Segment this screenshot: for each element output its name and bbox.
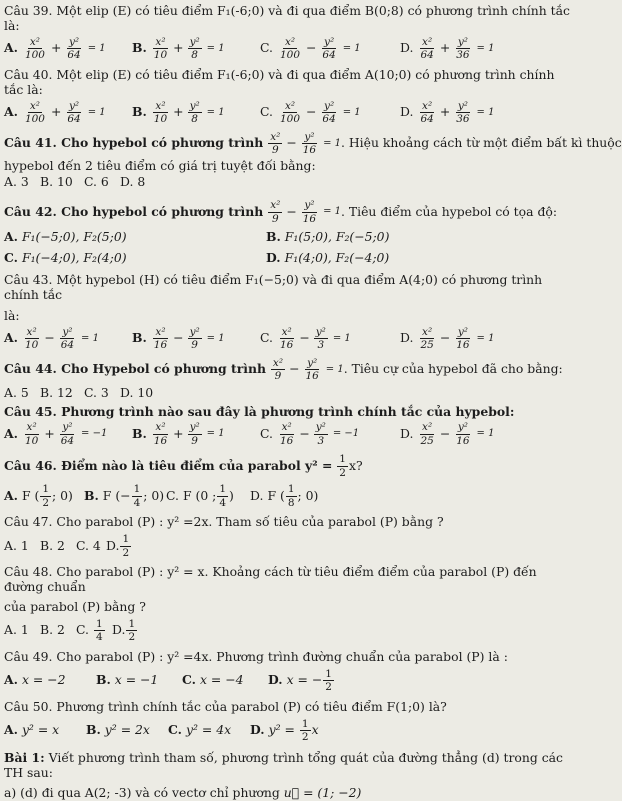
q50-option-c[interactable]: C. y² = 4x [168, 722, 232, 738]
question-40-options [4, 101, 571, 125]
question-44: Câu 44. Cho Hypebol có phương trình $\frac{\text{x²}}{9}$ − $\frac{\text{y²}}{16}$ = 1 . Tiêu cự của hypebol đã cho bằng: [4, 356, 563, 383]
q40-option-a[interactable]: A. $\frac{\text{x²}}{100}$ + $\frac{\text{y²}}{64}$ = 1 [4, 99, 106, 125]
q40-option-c[interactable]: C. $\frac{\text{x²}}{100}$ − $\frac{\text{y²}}{64}$ = 1 [260, 99, 361, 125]
question-41-stem: Câu 41. Cho hypebol có phương trình [4, 135, 264, 151]
exercise-1-text: Viết phương trình tham số, phương trình tổng quát của đường thẳng (d) trong các TH sau: [4, 749, 563, 780]
q46-option-b[interactable]: B. F (− $\frac{1}{4}$ ; 0) [84, 483, 165, 509]
q41-option-b[interactable]: B. 10 [40, 174, 73, 190]
question-49 [4, 650, 571, 665]
q50-option-b[interactable]: B. y² = 2x [86, 722, 150, 738]
worksheet-page: Câu 39. Một elip (E) có tiêu điểm F₁(-6;0) và đi qua điểm B(0;8) có phương trình chính tắc là: A. $\frac{\text{x²}}{100}$ + $\frac{\text{y²}}{64}$ = 1 B. $\frac{\text{x²}}{10}$ + $\frac{\text{y²}}{8}$ = 1 C. $\frac{\text{x²}}{100}$ − $\frac{\text{y²}}{64}$ = 1 D. $\frac{\text{x²}}{64}$ + $\frac{\text{y²}}{36}$ = 1 Câu 40. Một elip (E) có tiêu điểm F₁(-6;0) và đi qua điểm A(10;0) có phương trình chính tắc là: A. $\frac{\text{x²}}{100}$ + $\frac{\text{y²}}{64}$ = 1 B. $\frac{\text{x²}}{10}$ + $\frac{\text{y²}}{8}$ = 1 C. $\frac{\text{x²}}{100}$ − $\frac{\text{y²}}{64}$ = 1 D. $\frac{\text{x²}}{64}$ + $\frac{\text{y²}}{36}$ = 1 Câu 41. Cho hypebol có phương trình $\frac{\text{x²}}{9}$ − $\frac{\text{y²}}{16}$ = 1 . Hiệu khoảng cách từ một điểm bất kì thuộc hypebol đến 2 tiêu điểm có giá trị tuyệt đối bằng: A. 3 B. 10 C. 6 D. 8 Câu 42. Cho hypebol có phương trình $\frac{\text{x²}}{9}$ − $\frac{\text{y²}}{16}$ = 1 . Tiêu điểm của hypebol có tọa độ: A. F₁(−5;0), F₂(5;0) B. F₁(5;0), F₂(−5;0) C. F₁(−4;0), F₂(4;0) D. F₁(4;0), F₂(−4;0) Câu 43. Một hypebol (H) có tiêu điểm F₁(−5;0) và đi qua điểm A(4;0) có phương trình chính tắc là: A. $\frac{\text{x²}}{10}$ − $\frac{\text{y²}}{64}$ = 1 B. $\frac{\text{x²}}{16}$ − $\frac{\text{y²}}{9}$ = 1 C. $\frac{\text{x²}}{16}$ − $\frac{\text{y²}}{3}$ = 1 D. $\frac{\text{x²}}{25}$ − $\frac{\text{y²}}{16}$ = 1 Câu 44. Cho Hypebol có phương trình $\frac{\text{x²}}{9}$ − $\frac{\text{y²}}{16}$ = 1 . Tiêu cự của hypebol đã cho bằng: A. 5 B. 12 C. 3 D. 10 Câu 45. Phương trình nào sau đây là phương trình chính tắc của hypebol: A. $\frac{\text{x²}}{10}$ + $\frac{\text{y²}}{64}$ = −1 B. $\frac{\text{x²}}{16}$ + $\frac{\text{y²}}{9}$ = 1 C. $\frac{\text{x²}}{16}$ − $\frac{\text{y²}}{3}$ = −1 D. $\frac{\text{x²}}{25}$ − $\frac{\text{y²}}{16}$ = 1 Câu 46. Điểm nào là tiêu điểm của parabol y² = $\frac{1}{2}$ x? A. F ( $\frac{1}{2}$ ; 0) B. F (− $\frac{1}{4}$ ; 0) C. F (0 ; $\frac{1}{4}$ ) D. F ( $\frac{1}{8}$ ; 0) Câu 47. Cho parabol (P) : y² =2x. Tham số tiêu của parabol (P) bằng ? A. 1 B. 2 C. 4 D. $\frac{1}{2}$ Câu 48. Cho parabol (P) : y² = x. Khoảng cách từ tiêu điểm điểm của parabol (P) đến đường chuẩn của parabol (P) bằng ? A. 1 B. 2 C. $\frac{1}{4}$ D. $\frac{1}{2}$ Câu 49. Cho parabol (P) : y² =4x. Phương trình đường chuẩn của parabol (P) là : A. x = −2 B. x = −1 C. x = −4 D. x = − $\frac{1}{2}$ Câu 50. Phương trình chính tắc của parabol (P) có tiêu điểm F(1;0) là? A. y² = x B. y² = 2x C. y² = 4x D. y² = $\frac{1}{2}$ x Bài 1: Viết phương trình tham số, phương trình tổng quát của đường thẳng (d) trong các TH sau: a) (d) đi qua A(2; -3) và có vectơ chỉ phương u⃗ = (1; −2) [4, 3, 622, 801]
q48-option-a[interactable]: A. 1 [4, 622, 29, 638]
q46-option-a[interactable]: A. F ( $\frac{1}{2}$ ; 0) [4, 483, 73, 509]
exercise-1 [4, 751, 571, 781]
q46-option-c[interactable]: C. F (0 ; $\frac{1}{4}$ ) [166, 483, 234, 509]
exercise-1-part-a: a) (d) đi qua A(2; -3) và có vectơ chỉ phương u⃗ = (1; −2) [4, 785, 362, 801]
q49-option-d[interactable]: D. x = − $\frac{1}{2}$ [268, 667, 332, 694]
question-39-stem: Câu 39. Một elip (E) có tiêu điểm F₁(-6;0) và đi qua điểm B(0;8) có phương trình chính tắc là: [4, 3, 570, 33]
q41-option-d[interactable]: D. 8 [120, 174, 146, 190]
question-41: Câu 41. Cho hypebol có phương trình $\frac{\text{x²}}{9}$ − $\frac{\text{y²}}{16}$ = 1 . Hiệu khoảng cách từ một điểm bất kì thuộc [4, 130, 622, 156]
q44-option-b[interactable]: B. 12 [40, 384, 73, 400]
q43-option-a[interactable]: A. $\frac{\text{x²}}{10}$ − $\frac{\text{y²}}{64}$ = 1 [4, 325, 99, 352]
q41-option-a[interactable]: A. 3 [4, 174, 29, 190]
q43-option-c[interactable]: C. $\frac{\text{x²}}{16}$ − $\frac{\text{y²}}{3}$ = 1 [260, 325, 351, 352]
q47-option-c[interactable]: C. 4 [76, 537, 101, 553]
q42-option-a[interactable]: A. F₁(−5;0), F₂(5;0) [4, 229, 127, 245]
question-50-options [4, 719, 571, 743]
q43-option-b[interactable]: B. $\frac{\text{x²}}{16}$ − $\frac{\text{y²}}{9}$ = 1 [132, 325, 225, 352]
q41-equation: $\frac{\text{x²}}{9}$ − $\frac{\text{y²}}{16}$ = 1 [270, 130, 341, 156]
q42-option-b[interactable]: B. F₁(5;0), F₂(−5;0) [266, 229, 390, 245]
q45-option-c[interactable]: C. $\frac{\text{x²}}{16}$ − $\frac{\text{y²}}{3}$ = −1 [260, 421, 360, 447]
question-39 [4, 4, 571, 34]
question-50 [4, 700, 571, 715]
q42-option-c[interactable]: C. F₁(−4;0), F₂(4;0) [4, 250, 127, 266]
q44-equation: $\frac{\text{x²}}{9}$ − $\frac{\text{y²}}{16}$ = 1 [272, 356, 344, 383]
question-44-options [4, 386, 571, 401]
q43-option-d[interactable]: D. $\frac{\text{x²}}{25}$ − $\frac{\text{y²}}{16}$ = 1 [400, 325, 495, 352]
question-49-options [4, 669, 571, 693]
question-45 [4, 405, 571, 420]
q49-option-a[interactable]: A. x = −2 [4, 672, 66, 688]
q39-option-b[interactable]: B. $\frac{\text{x²}}{10}$ + $\frac{\text{y²}}{8}$ = 1 [132, 35, 225, 62]
question-47-options [4, 534, 571, 558]
question-42-options-row1 [4, 230, 571, 245]
question-46-options [4, 484, 571, 508]
question-45-stem: Câu 45. Phương trình nào sau đây là phương trình chính tắc của hypebol: [4, 403, 515, 419]
q49-option-b[interactable]: B. x = −1 [96, 672, 159, 688]
question-48-stem: Câu 48. Cho parabol (P) : y² = x. Khoảng cách từ tiêu điểm điểm của parabol (P) đến đường chuẩn [4, 564, 537, 595]
q40-option-b[interactable]: B. $\frac{\text{x²}}{10}$ + $\frac{\text{y²}}{8}$ = 1 [132, 99, 225, 125]
q48-option-c[interactable]: C. $\frac{1}{4}$ [76, 617, 103, 644]
question-42: Câu 42. Cho hypebol có phương trình $\frac{\text{x²}}{9}$ − $\frac{\text{y²}}{16}$ = 1 . Tiêu điểm của hypebol có tọa độ: [4, 199, 558, 225]
q45-option-a[interactable]: A. $\frac{\text{x²}}{10}$ + $\frac{\text{y²}}{64}$ = −1 [4, 421, 108, 447]
q44-option-a[interactable]: A. 5 [4, 384, 29, 400]
q45-option-b[interactable]: B. $\frac{\text{x²}}{16}$ + $\frac{\text{y²}}{9}$ = 1 [132, 421, 225, 447]
q39-option-c[interactable]: C. $\frac{\text{x²}}{100}$ − $\frac{\text{y²}}{64}$ = 1 [260, 35, 361, 62]
question-48-options [4, 619, 571, 643]
question-40-stem: Câu 40. Một elip (E) có tiêu điểm F₁(-6;0) và đi qua điểm A(10;0) có phương trình chính tắc là: [4, 66, 555, 97]
question-46: Câu 46. Điểm nào là tiêu điểm của parabol y² = $\frac{1}{2}$ x? [4, 453, 363, 479]
q39-option-a[interactable]: A. $\frac{\text{x²}}{100}$ + $\frac{\text{y²}}{64}$ = 1 [4, 35, 106, 62]
q44-option-c[interactable]: C. 3 [84, 384, 109, 400]
q39-option-d[interactable]: D. $\frac{\text{x²}}{64}$ + $\frac{\text{y²}}{36}$ = 1 [400, 35, 495, 62]
question-45-options [4, 422, 571, 446]
question-41-options [4, 175, 571, 190]
q42-equation: $\frac{\text{x²}}{9}$ − $\frac{\text{y²}}{16}$ = 1 [270, 199, 341, 225]
question-39-options [4, 37, 571, 61]
question-47-stem: Câu 47. Cho parabol (P) : y² =2x. Tham số tiêu của parabol (P) bằng ? [4, 514, 444, 530]
exercise-1-title: Bài 1: [4, 749, 45, 765]
question-42-options-row2 [4, 251, 571, 266]
q47-option-b[interactable]: B. 2 [40, 537, 65, 553]
question-47 [4, 515, 571, 530]
question-43-options [4, 327, 571, 351]
question-41-line2: hypebol đến 2 tiêu điểm có giá trị tuyệt đối bằng: [4, 157, 316, 173]
question-50-stem: Câu 50. Phương trình chính tắc của parabol (P) có tiêu điểm F(1;0) là? [4, 698, 447, 714]
question-40 [4, 68, 571, 98]
q46-option-d[interactable]: D. F ( $\frac{1}{8}$ ; 0) [250, 483, 319, 509]
q48-option-d[interactable]: D. $\frac{1}{2}$ [112, 617, 136, 644]
q50-option-a[interactable]: A. y² = x [4, 722, 60, 738]
q48-option-b[interactable]: B. 2 [40, 622, 65, 638]
q40-option-d[interactable]: D. $\frac{\text{x²}}{64}$ + $\frac{\text{y²}}{36}$ = 1 [400, 99, 495, 125]
question-43 [4, 273, 571, 303]
question-46-stem: Câu 46. Điểm nào là tiêu điểm của parabol y² = [4, 457, 333, 473]
q50-option-d[interactable]: D. y² = $\frac{1}{2}$ x [250, 717, 319, 744]
q44-option-d[interactable]: D. 10 [120, 384, 154, 400]
question-43-stem: Câu 43. Một hypebol (H) có tiêu điểm F₁(−5;0) và đi qua điểm A(4;0) có phương trình chính tắc [4, 272, 543, 302]
q47-option-d[interactable]: D. $\frac{1}{2}$ [106, 533, 130, 559]
q49-option-c[interactable]: C. x = −4 [182, 672, 244, 688]
question-49-stem: Câu 49. Cho parabol (P) : y² =4x. Phương trình đường chuẩn của parabol (P) là : [4, 648, 508, 664]
q41-option-c[interactable]: C. 6 [84, 174, 109, 190]
question-48 [4, 565, 571, 595]
q45-option-d[interactable]: D. $\frac{\text{x²}}{25}$ − $\frac{\text{y²}}{16}$ = 1 [400, 421, 495, 447]
q47-option-a[interactable]: A. 1 [4, 537, 29, 553]
q42-option-d[interactable]: D. F₁(4;0), F₂(−4;0) [266, 250, 390, 266]
question-44-stem: Câu 44. Cho Hypebol có phương trình [4, 361, 266, 377]
question-42-stem: Câu 42. Cho hypebol có phương trình [4, 203, 264, 219]
